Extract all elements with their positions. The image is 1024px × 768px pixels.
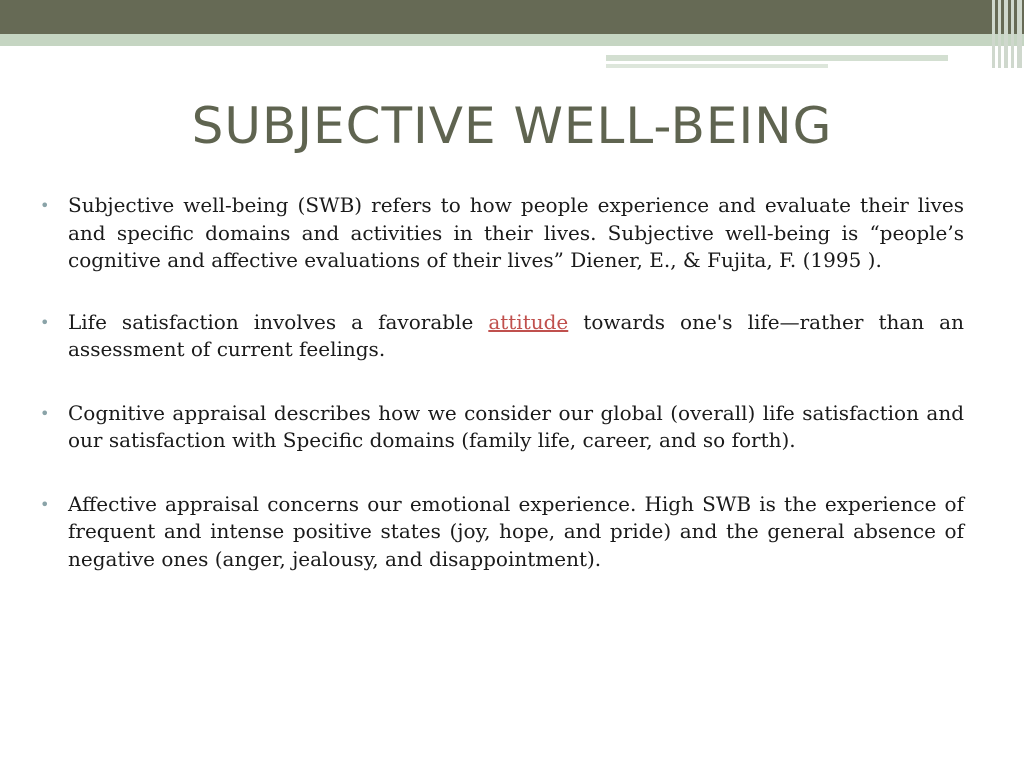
bullet-text-continued: towards one's life—rather than an assessment of current feelings. [68,309,964,361]
bullet-item-swb-definition [40,192,964,275]
attitude-link[interactable]: attitude [488,309,569,334]
bullet-list [40,192,964,573]
header-band-light [0,34,1024,46]
corner-stripes [990,0,1024,68]
bullet-icon: • [40,196,50,215]
bullet-item-life-satisfaction [40,309,964,364]
bullet-item-affective-appraisal [40,491,964,574]
bullet-icon: • [40,403,50,423]
bullet-text: Life satisfaction involves a favorable [68,309,489,334]
slide-title: SUBJECTIVE WELL-BEING [191,97,833,155]
bullet-item-cognitive-appraisal [40,400,964,455]
bullet-icon: • [40,494,50,514]
header-accent-line-short [606,64,828,68]
bullet-text: Cognitive appraisal describes how we consider our global (overall) life satisfaction and our satisfaction with Specific domains (family life, career, and so forth). [68,400,964,452]
header-accent-line [606,55,948,61]
header-band-dark [0,0,1024,34]
bullet-icon: • [40,312,50,332]
bullet-text: Subjective well-being (SWB) refers to how people experience and evaluate their lives and specific domains and activities in their lives. Subjective well-being is “people’s cognitive and affective evaluations of their lives” Diener, E., & Fujita, F. (1995 ). [68,193,964,272]
bullet-text: Affective appraisal concerns our emotional experience. High SWB is the experience of frequent and intense positive states (joy, hope, and pride) and the general absence of negative ones (anger, jealousy, and disappointment). [68,491,964,571]
